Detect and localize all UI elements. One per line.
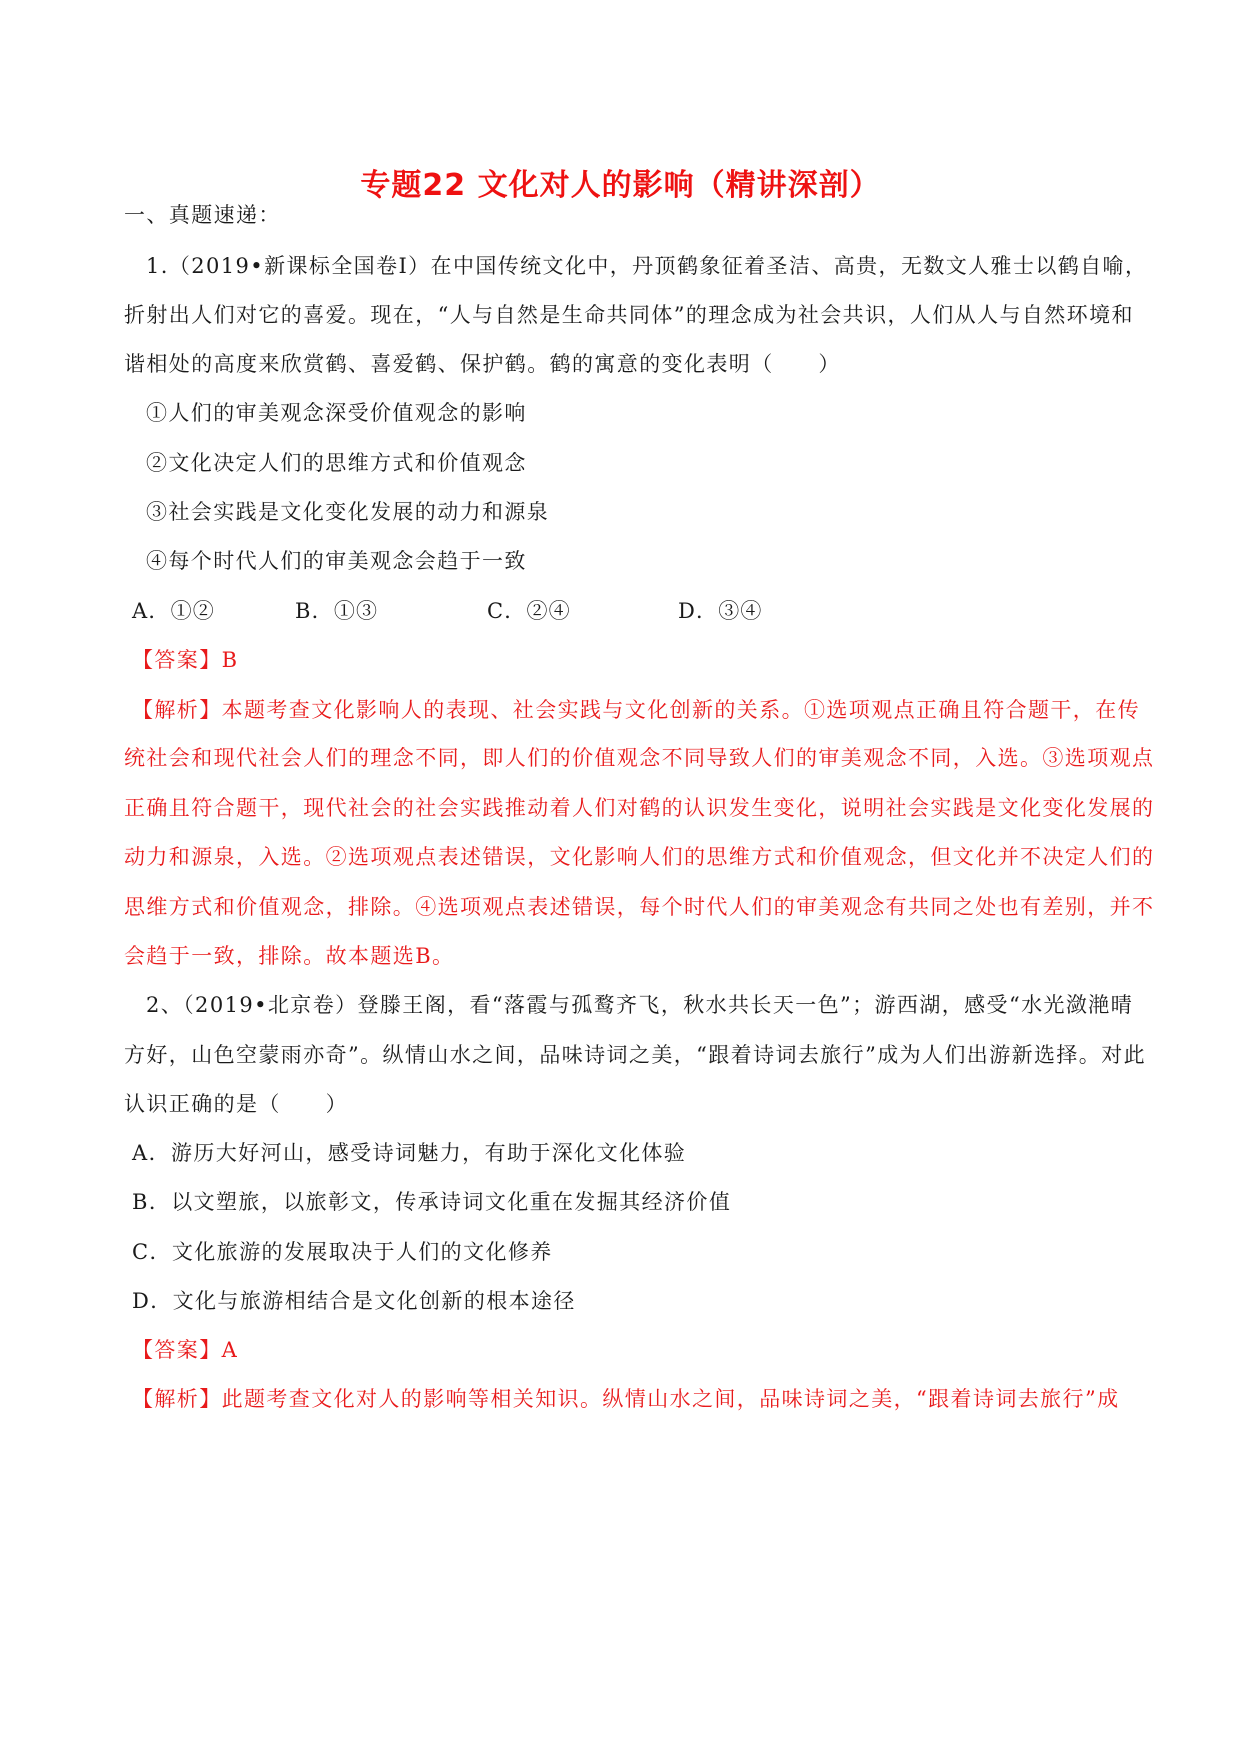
q1-analysis-line-6: 会趋于一致，排除。故本题选B。	[124, 944, 455, 968]
q1-answer	[132, 645, 1112, 675]
q1-stem-line-2: 折射出人们对它的喜爱。现在，“人与自然是生命共同体”的理念成为社会共识，人们从人与自然环境和	[124, 303, 1134, 327]
q1-stem-line-3: 谐相处的高度来欣赏鹤、喜爱鹤、保护鹤。鹤的寓意的变化表明（ ）	[124, 352, 841, 376]
q1-option-d: D．③④	[678, 599, 763, 623]
q1-analysis-text-1: 本题考查文化影响人的表现、社会实践与文化创新的关系。①选项观点正确且符合题干，在传	[221, 698, 1141, 722]
q1-analysis-line-3: 正确且符合题干，现代社会的社会实践推动着人们对鹤的认识发生变化，说明社会实践是文化变化发展的	[124, 796, 1155, 820]
q1-option-b: B．①③	[295, 599, 379, 623]
q2-stem-line-1: 2、（2019•北京卷）登滕王阁，看“落霞与孤鹜齐飞，秋水共长天一色”；游西湖，感受“水光潋滟晴	[146, 993, 1134, 1017]
q1-analysis-line-5: 思维方式和价值观念，排除。④选项观点表述错误，每个时代人们的审美观念有共同之处也有差别，并不	[124, 895, 1155, 919]
q2-analysis-text-1: 此题考查文化对人的影响等相关知识。纵情山水之间，品味诗词之美，“跟着诗词去旅行”成	[221, 1387, 1120, 1411]
q1-answer-value: B	[221, 648, 239, 672]
q1-answer-tag: 【答案】	[132, 648, 222, 672]
q2-option-c: C．文化旅游的发展取决于人们的文化修养	[132, 1240, 553, 1264]
q2-option-d: D．文化与旅游相结合是文化创新的根本途径	[132, 1289, 576, 1313]
q1-statement-2: ②文化决定人们的思维方式和价值观念	[146, 451, 527, 475]
q1-analysis-line-4: 动力和源泉，入选。②选项观点表述错误，文化影响人们的思维方式和价值观念，但文化并不决定人们的	[124, 845, 1155, 869]
q1-analysis-tag: 【解析】	[132, 698, 222, 722]
q2-analysis-line-1	[132, 1384, 1120, 1414]
q1-analysis-line-2: 统社会和现代社会人们的理念不同，即人们的价值观念不同导致人们的审美观念不同，入选。③选项观点	[124, 746, 1155, 770]
q1-stem-line-1: 1.（2019•新课标全国卷Ⅰ）在中国传统文化中，丹顶鹤象征着圣洁、高贵，无数文人雅士以鹤自喻，	[146, 254, 1148, 278]
q1-statement-1: ①人们的审美观念深受价值观念的影响	[146, 401, 527, 425]
q2-option-a: A．游历大好河山，感受诗词魅力，有助于深化文化体验	[132, 1141, 687, 1165]
q2-answer-tag: 【答案】	[132, 1338, 222, 1362]
q2-stem-line-2: 方好，山色空蒙雨亦奇”。纵情山水之间，品味诗词之美，“跟着诗词去旅行”成为人们出游新选择。对此	[124, 1043, 1147, 1067]
page-title: 专题22 文化对人的影响（精讲深剖）	[360, 168, 881, 203]
q2-analysis-tag: 【解析】	[132, 1387, 222, 1411]
q1-statement-4: ④每个时代人们的审美观念会趋于一致	[146, 549, 527, 573]
q2-answer-value: A	[221, 1338, 239, 1362]
q1-analysis-line-1	[132, 695, 1141, 725]
section-heading: 一、真题速递：	[124, 203, 281, 227]
q1-statement-3: ③社会实践是文化变化发展的动力和源泉	[146, 500, 550, 524]
q2-stem-line-3: 认识正确的是（ ）	[124, 1092, 348, 1116]
q1-option-a: A．①②	[132, 599, 215, 623]
q2-option-b: B．以文塑旅，以旅彰文，传承诗词文化重在发掘其经济价值	[132, 1190, 732, 1214]
q2-answer	[132, 1335, 1112, 1365]
q1-option-c: C．②④	[487, 599, 571, 623]
